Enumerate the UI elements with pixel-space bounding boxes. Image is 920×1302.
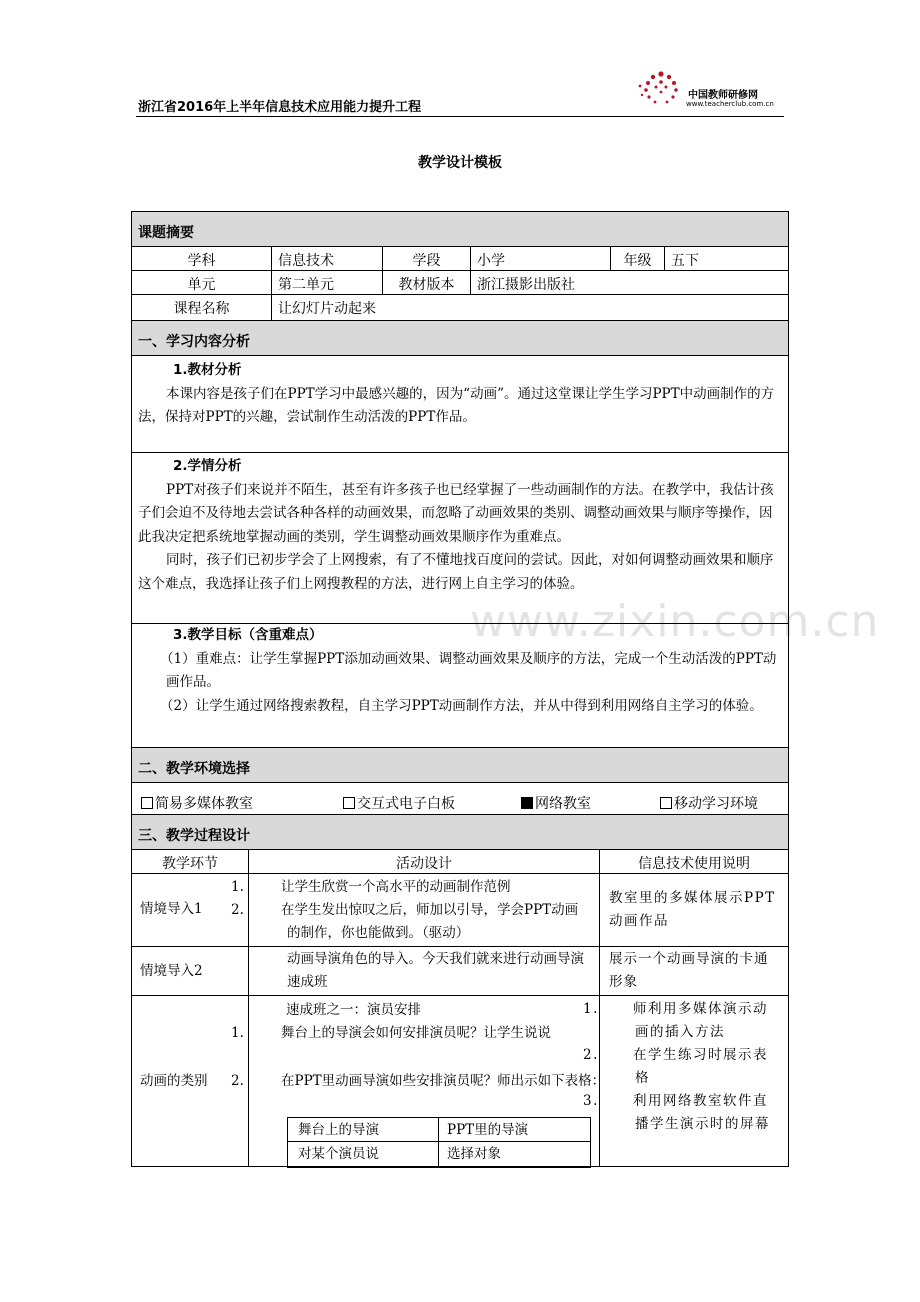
col-activity-header: 活动设计	[248, 849, 600, 874]
teaching-goals	[131, 623, 789, 748]
summary-heading: 课题摘要	[131, 211, 789, 247]
design-form	[131, 211, 789, 1167]
stage-label: 学段	[382, 246, 471, 271]
header-divider	[136, 116, 784, 117]
activity-intro: 速成班之一：演员安排	[286, 1002, 421, 1018]
learner-analysis	[131, 452, 789, 624]
activity-cell	[231, 873, 600, 947]
grade-label: 年级	[610, 246, 665, 271]
mini-table-cell: 选择对象	[438, 1141, 591, 1168]
stage-cell: 情境导入2	[131, 946, 249, 996]
material-title: 1.教材分析	[173, 362, 242, 378]
it-cell	[583, 995, 789, 1167]
it-cell: 展示一个动画导演的卡通形象	[599, 946, 789, 996]
learner-paragraph-1: PPT对孩子们来说并不陌生，甚至有许多孩子也已经掌握了一些动画制作的方法。在教学中，我估计孩子们会迫不及待地去尝试各种各样的动画效果，而忽略了动画效果的类别、调整动画效果与顺序等操作，因此我决定把系统地掌握动画的类别，学生调整动画效果顺序作为重难点。	[138, 481, 774, 545]
goal-2: （2）让学生通过网络搜索教程，自主学习PPT动画制作方法，并从中得到利用网络自主学习的体验。	[160, 697, 763, 714]
subject-value: 信息技术	[271, 246, 383, 271]
mini-table-cell: 对某个演员说	[287, 1141, 439, 1168]
stage-cell: 动画的类别	[131, 995, 249, 1167]
list-item: 2. 在PPT里动画导演如些安排演员呢？师出示如下表格：	[231, 1073, 606, 1089]
learner-title: 2.学情分析	[173, 458, 242, 474]
checkbox-unchecked-icon	[660, 797, 672, 809]
stage-value: 小学	[470, 246, 611, 271]
course-label: 课程名称	[131, 294, 272, 321]
process-heading: 三、教学过程设计	[131, 814, 789, 850]
goal-1: （1）重难点：让学生掌握PPT添加动画效果、调整动画效果及顺序的方法，完成一个生动活泼的PPT动画作品。	[160, 650, 777, 690]
environment-options	[131, 782, 789, 815]
checkbox-checked-icon	[521, 797, 533, 809]
list-item: 1. 舞台上的导演会如何安排演员呢？让学生说说	[231, 1025, 551, 1041]
list-item: 1. 师利用多媒体演示动画的插入方法	[583, 1001, 768, 1040]
edition-label: 教材版本	[382, 270, 471, 295]
logo-url: www.teacherclub.com.cn	[686, 100, 774, 108]
logo-name: 中国教师研修网	[688, 90, 758, 101]
course-value: 让幻灯片动起来	[271, 294, 789, 321]
unit-value: 第二单元	[271, 270, 383, 295]
env-option-whiteboard[interactable]: 交互式电子白板	[343, 793, 455, 813]
learner-paragraph-2: 同时，孩子们已初步学会了上网搜索，有了不懂地找百度问的尝试。因此，对如何调整动画效果和顺序这个难点，我选择让孩子们上网搜教程的方法，进行网上自主学习的体验。	[138, 552, 774, 592]
material-text: 本课内容是孩子们在PPT学习中最感兴趣的，因为“动画”。通过这堂课让学生学习PPT中动画制作的方法，保持对PPT的兴趣，尝试制作生动活泼的PPT作品。	[138, 385, 775, 425]
logo-dots-icon	[636, 68, 686, 110]
list-item: 2. 在学生发出惊叹之后，师加以引导，学会PPT动画的制作，你也能做到。（驱动）	[231, 902, 579, 941]
goal-title: 3.教学目标（含重难点）	[173, 627, 323, 643]
mini-table-cell: 舞台上的导演	[287, 1117, 439, 1142]
checkbox-unchecked-icon	[141, 797, 153, 809]
material-analysis	[131, 355, 789, 453]
env-option-mobile[interactable]: 移动学习环境	[660, 793, 758, 813]
list-item: 1. 让学生欣赏一个高水平的动画制作范例	[231, 879, 511, 895]
subject-label: 学科	[131, 246, 272, 271]
stage-cell: 情境导入1	[131, 873, 249, 947]
activity-cell	[231, 995, 606, 1167]
unit-label: 单元	[131, 270, 272, 295]
document-title: 教学设计模板	[418, 155, 502, 171]
col-it-header: 信息技术使用说明	[599, 849, 789, 874]
checkbox-unchecked-icon	[343, 797, 355, 809]
teacherclub-logo	[636, 68, 786, 114]
analysis-heading: 一、学习内容分析	[131, 320, 789, 356]
mini-table-cell: PPT里的导演	[438, 1117, 591, 1142]
it-cell: 教室里的多媒体展示PPT动画作品	[599, 873, 789, 947]
environment-heading: 二、教学环境选择	[131, 747, 789, 783]
env-option-network[interactable]: 网络教室	[521, 793, 591, 813]
edition-value: 浙江摄影出版社	[470, 270, 789, 295]
watermark: www.zixin.com.cn	[470, 596, 880, 647]
list-item: 3. 利用网络教室软件直播学生演示时的屏幕	[583, 1093, 770, 1132]
env-option-multimedia[interactable]: 简易多媒体教室	[141, 793, 253, 813]
activity-cell: 动画导演角色的导入。今天我们就来进行动画导演速成班	[248, 946, 600, 996]
col-stage-header: 教学环节	[131, 849, 249, 874]
header-project-title: 浙江省2016年上半年信息技术应用能力提升工程	[138, 100, 422, 115]
list-item: 2. 在学生练习时展示表格	[583, 1047, 768, 1086]
grade-value: 五下	[664, 246, 789, 271]
